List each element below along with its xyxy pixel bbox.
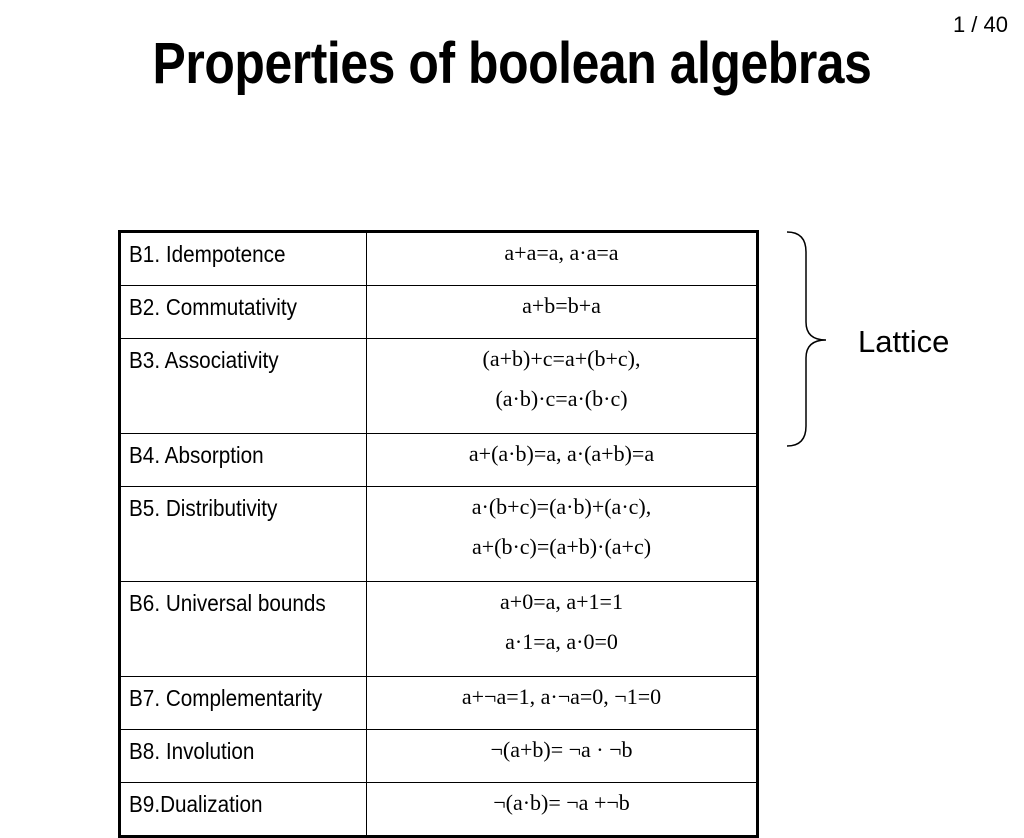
formula-cell <box>367 232 758 286</box>
formula-cell <box>367 783 758 837</box>
property-name-cell <box>120 783 367 837</box>
property-name: B4. Absorption <box>129 442 264 468</box>
formula-cell <box>367 286 758 339</box>
table-row <box>120 339 758 434</box>
slide-title: Properties of boolean algebras <box>152 31 872 96</box>
property-name: B2. Commutativity <box>129 294 297 320</box>
formula-line: (a·b)·c=a·(b·c) <box>495 386 628 411</box>
table-row <box>120 783 758 837</box>
property-name: B9.Dualization <box>129 791 263 817</box>
formula-line: a+¬a=1, a·¬a=0, ¬1=0 <box>461 684 662 709</box>
table-row <box>120 730 758 783</box>
formula-line: a·(b+c)=(a·b)+(a·c), <box>471 494 652 519</box>
property-name: B6. Universal bounds <box>129 590 326 616</box>
formula-line: a+(b·c)=(a+b)·(a+c) <box>471 534 652 559</box>
table-row <box>120 677 758 730</box>
formula-cell <box>367 487 758 582</box>
lattice-label: Lattice <box>858 324 950 359</box>
right-brace-icon <box>784 230 834 450</box>
property-name: B7. Complementarity <box>129 685 323 711</box>
formula-line: a+b=b+a <box>522 293 601 318</box>
table-row <box>120 582 758 677</box>
table-row <box>120 487 758 582</box>
formula-cell <box>367 434 758 487</box>
formula-line: a+0=a, a+1=1 <box>500 589 623 614</box>
formula-line: a+(a·b)=a, a·(a+b)=a <box>468 441 655 466</box>
property-name-cell <box>120 487 367 582</box>
property-name: B8. Involution <box>129 738 255 764</box>
property-name-cell <box>120 677 367 730</box>
property-name-cell <box>120 730 367 783</box>
page-number: 1 / 40 <box>952 12 1008 37</box>
property-name-cell <box>120 232 367 286</box>
table-row <box>120 286 758 339</box>
property-name-cell <box>120 434 367 487</box>
formula-line: a+a=a, a·a=a <box>504 240 619 265</box>
table-row <box>120 434 758 487</box>
formula-cell <box>367 582 758 677</box>
properties-table <box>118 230 759 838</box>
formula-line: (a+b)+c=a+(b+c), <box>482 346 641 371</box>
formula-cell <box>367 677 758 730</box>
formula-cell <box>367 339 758 434</box>
formula-line: ¬(a+b)= ¬a · ¬b <box>490 737 633 762</box>
property-name: B1. Idempotence <box>129 241 286 267</box>
property-name-cell <box>120 582 367 677</box>
table-row <box>120 232 758 286</box>
property-name: B5. Distributivity <box>129 495 278 521</box>
property-name: B3. Associativity <box>129 347 279 373</box>
formula-line: ¬(a·b)= ¬a +¬b <box>493 790 630 815</box>
property-name-cell <box>120 339 367 434</box>
formula-cell <box>367 730 758 783</box>
formula-line: a·1=a, a·0=0 <box>505 629 618 654</box>
property-name-cell <box>120 286 367 339</box>
